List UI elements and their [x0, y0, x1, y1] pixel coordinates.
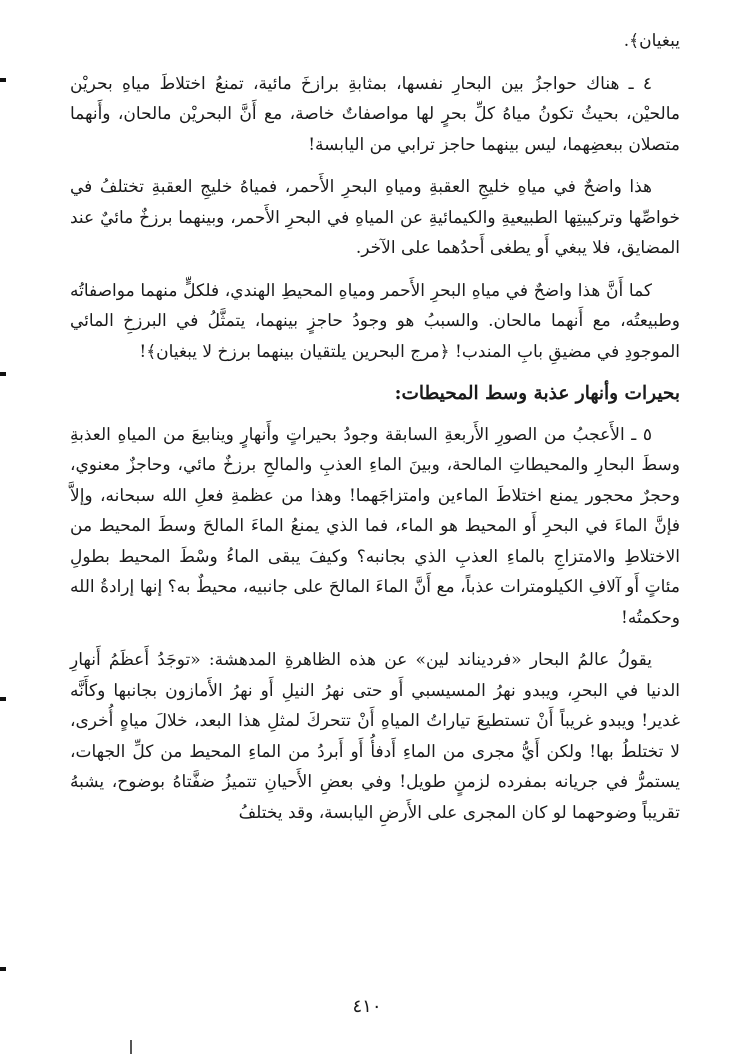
paragraph-aqaba: هذا واضحٌ في مياهِ خليجِ العقبةِ ومياهِ البحرِ الأَحمر، فمياهُ خليجِ العقبةِ تختلفُ في خواصِّها وتركيبتِها الطبيعيةِ والكيمائيةِ عن المياهِ في البحرِ الأَحمر، وبينهما برزخٌ مائيٌ عند المضايق، فلا يبغي أَو يطغى أَحدُهما على الآخر.	[70, 177, 680, 258]
scan-edge-mark	[0, 372, 6, 376]
scan-artifact	[130, 1040, 132, 1054]
scan-edge-mark	[0, 967, 6, 971]
paragraph-point-4: ٤ ـ هناك حواجزُ بين البحارِ نفسها، بمثابةِ برازخَ مائية، تمنعُ اختلاطَ مياهِ بحريْن مالحيْن، بحيثُ تكونُ مياهُ كلِّ بحرٍ لها مواصفاتٌ خاصة، مع أَنَّ البحريْن مالحان، وأَنهما متصلان ببعضِهما، ليس بينهما حاجز ترابي من اليابسة!	[70, 73, 680, 155]
page-body	[70, 26, 680, 840]
page-number: ٤١٠	[352, 996, 382, 1017]
paragraph-red-sea-indian-ocean: كما أَنَّ هذا واضحٌ في مياهِ البحرِ الأَحمر ومياهِ المحيطِ الهندي، فلكلٍّ منهما مواصفاتُه وطبيعتُه، مع أَنهما مالحان. والسببُ هو وجودُ حاجزٍ بينهما، يتمثَّلُ في البرزخِ المائي الموجودِ في مضيقِ بابِ المندب! ﴿مرج البحرين يلتقيان بينهما برزخ لا يبغيان﴾!	[70, 280, 680, 362]
section-heading: بحيرات وأنهار عذبة وسط المحيطات:	[394, 383, 680, 404]
paragraph-point-5: ٥ ـ الأَعجبُ من الصورِ الأَربعةِ السابقة وجودُ بحيراتٍ وأَنهارٍ وينابيعَ من المياهِ العذبةِ وسطَ البحارِ والمحيطاتِ المالحة، وبينَ الماءِ العذبِ والمالحِ برزخٌ مائي، وحاجزٌ معنوي، وحجرٌ محجور يمنع اختلاطَ الماءين وامتزاجَهما! وهذا من عظمةِ فعلِ الله سبحانه، وإلاَّ فإنَّ الماءَ في البحرِ أَو المحيط هو الماء، فما الذي يمنعُ الماءَ المالحَ وسطَ المحيط من الاختلاطِ والامتزاجِ بالماءِ العذبِ الذي بجانبه؟ وكيفَ يبقى الماءُ وسْطَ المحيط بطولِ مئاتٍ أَو آلافِ الكيلومترات عذباً، مع أَنَّ الماءَ المالحَ على جانبيه، محيطٌ به؟ إنها إرادةُ الله وحكمتُه!	[70, 424, 680, 628]
scan-edge-mark	[0, 78, 6, 82]
paragraph-continuation: يبغيان﴾.	[623, 31, 680, 51]
paragraph-quote: يقولُ عالمُ البحار «فرديناند لين» عن هذه الظاهرةِ المدهشة: «توجَدُ أَعظَمُ أَنهارِ الدنيا في البحرِ، ويبدو نهرُ المسيسبي أَو حتى نهرُ النيلِ أَو نهرُ الأَمازون بجانبها وكأَنَّه غدير! ويبدو غريباً أَنْ تستطيعَ تياراتُ المياهِ أَنْ تتحركَ لمثلِ هذا البعد، خلالَ مياهٍ أُخرى، لا تختلطُ بها! ولكن أَيُّ مجرى من الماءِ أَدفأُ أَو أَبردُ من الماءِ المحيط من كلِّ الجهات، يستمرُّ في جريانه بمفرده لزمنٍ طويل! وفي بعضِ الأَحيانِ تتميزُ ضفَّتاهُ بوضوح، يشبهُ تقريباً وضوحهما لو كان المجرى على الأَرضِ اليابسة، وقد يختلفُ	[70, 650, 680, 823]
scan-edge-mark	[0, 697, 6, 701]
